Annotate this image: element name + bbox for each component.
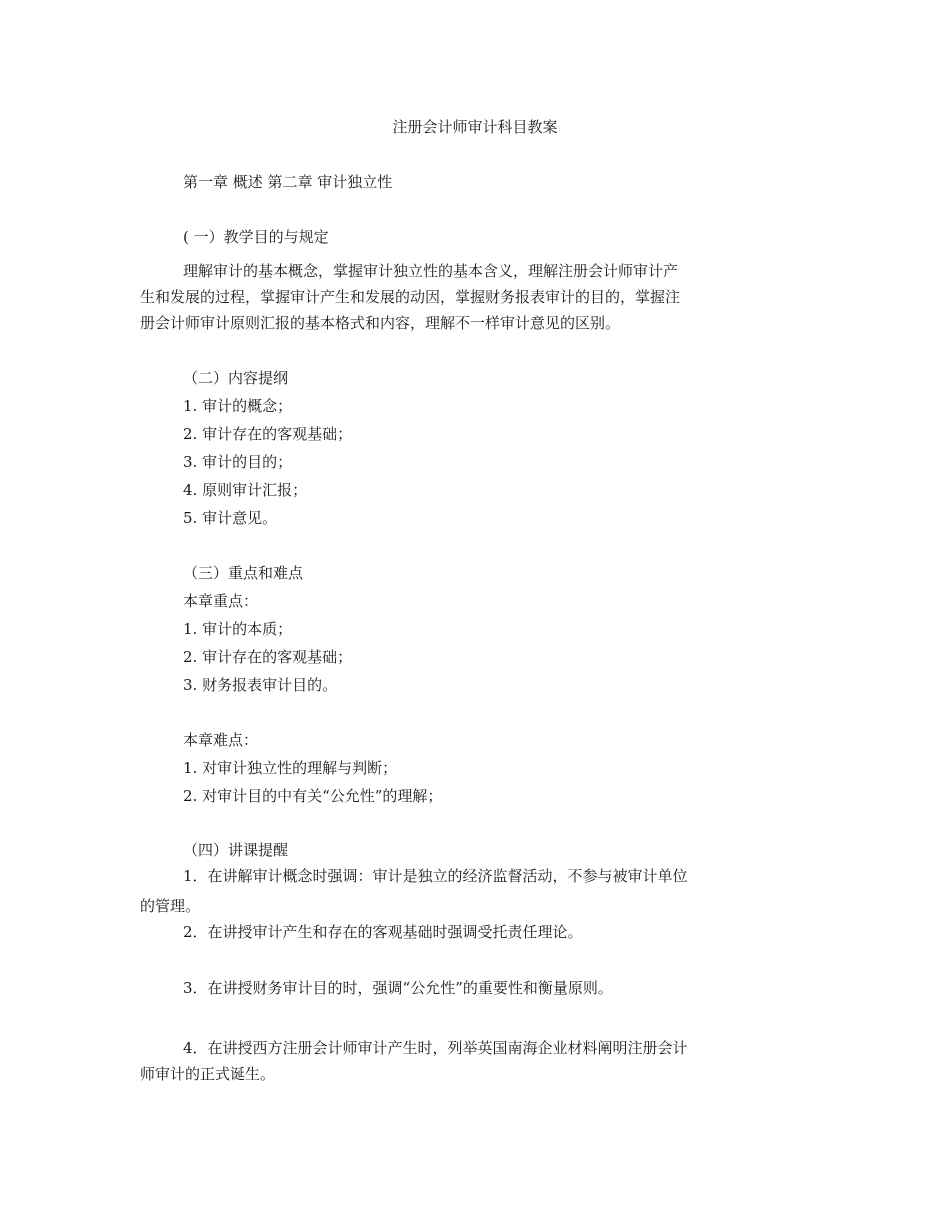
paragraph-line: 的管理。 — [140, 897, 201, 915]
list-item: 3. 审计的目的； — [183, 453, 293, 471]
list-item: 3. 财务报表审计目的。 — [183, 676, 338, 694]
paragraph-line: 理解审计的基本概念，掌握审计独立性的基本含义，理解注册会计师审计产 — [183, 262, 679, 280]
paragraph-line: 3．在讲授财务审计目的时，强调“公允性”的重要性和衡量原则。 — [183, 979, 613, 997]
chapter-heading: 第一章 概述 第二章 审计独立性 — [183, 173, 393, 191]
list-item: 1. 对审计独立性的理解与判断； — [183, 759, 398, 777]
list-item: 1. 审计的概念； — [183, 397, 293, 415]
paragraph-line: 4．在讲授西方注册会计师审计产生时，列举英国南海企业材料阐明注册会计 — [183, 1039, 688, 1057]
paragraph-line: 师审计的正式诞生。 — [140, 1065, 276, 1083]
section-heading: （三）重点和难点 — [183, 564, 304, 582]
section-heading: （四）讲课提醒 — [183, 841, 289, 859]
list-item: 1. 审计的本质； — [183, 620, 293, 638]
section-heading: （二）内容提纲 — [183, 369, 289, 387]
section-heading: ( 一）教学目的与规定 — [183, 228, 329, 246]
list-item: 2. 审计存在的客观基础； — [183, 648, 353, 666]
list-item: 5. 审计意见。 — [183, 509, 278, 527]
list-item: 2. 对审计目的中有关“公允性”的理解； — [183, 787, 443, 805]
paragraph-line: 册会计师审计原则汇报的基本格式和内容，理解不一样审计意见的区别。 — [140, 314, 621, 332]
subheading: 本章难点： — [183, 731, 259, 749]
subheading: 本章重点： — [183, 592, 259, 610]
paragraph-line: 生和发展的过程，掌握审计产生和发展的动因，掌握财务报表审计的目的，掌握注 — [140, 288, 681, 306]
list-item: 2. 审计存在的客观基础； — [183, 425, 353, 443]
document-title: 注册会计师审计科目教案 — [392, 118, 558, 136]
paragraph-line: 2．在讲授审计产生和存在的客观基础时强调受托责任理论。 — [183, 923, 583, 941]
paragraph-line: 1．在讲解审计概念时强调：审计是独立的经济监督活动，不参与被审计单位 — [183, 867, 688, 885]
list-item: 4. 原则审计汇报； — [183, 481, 308, 499]
